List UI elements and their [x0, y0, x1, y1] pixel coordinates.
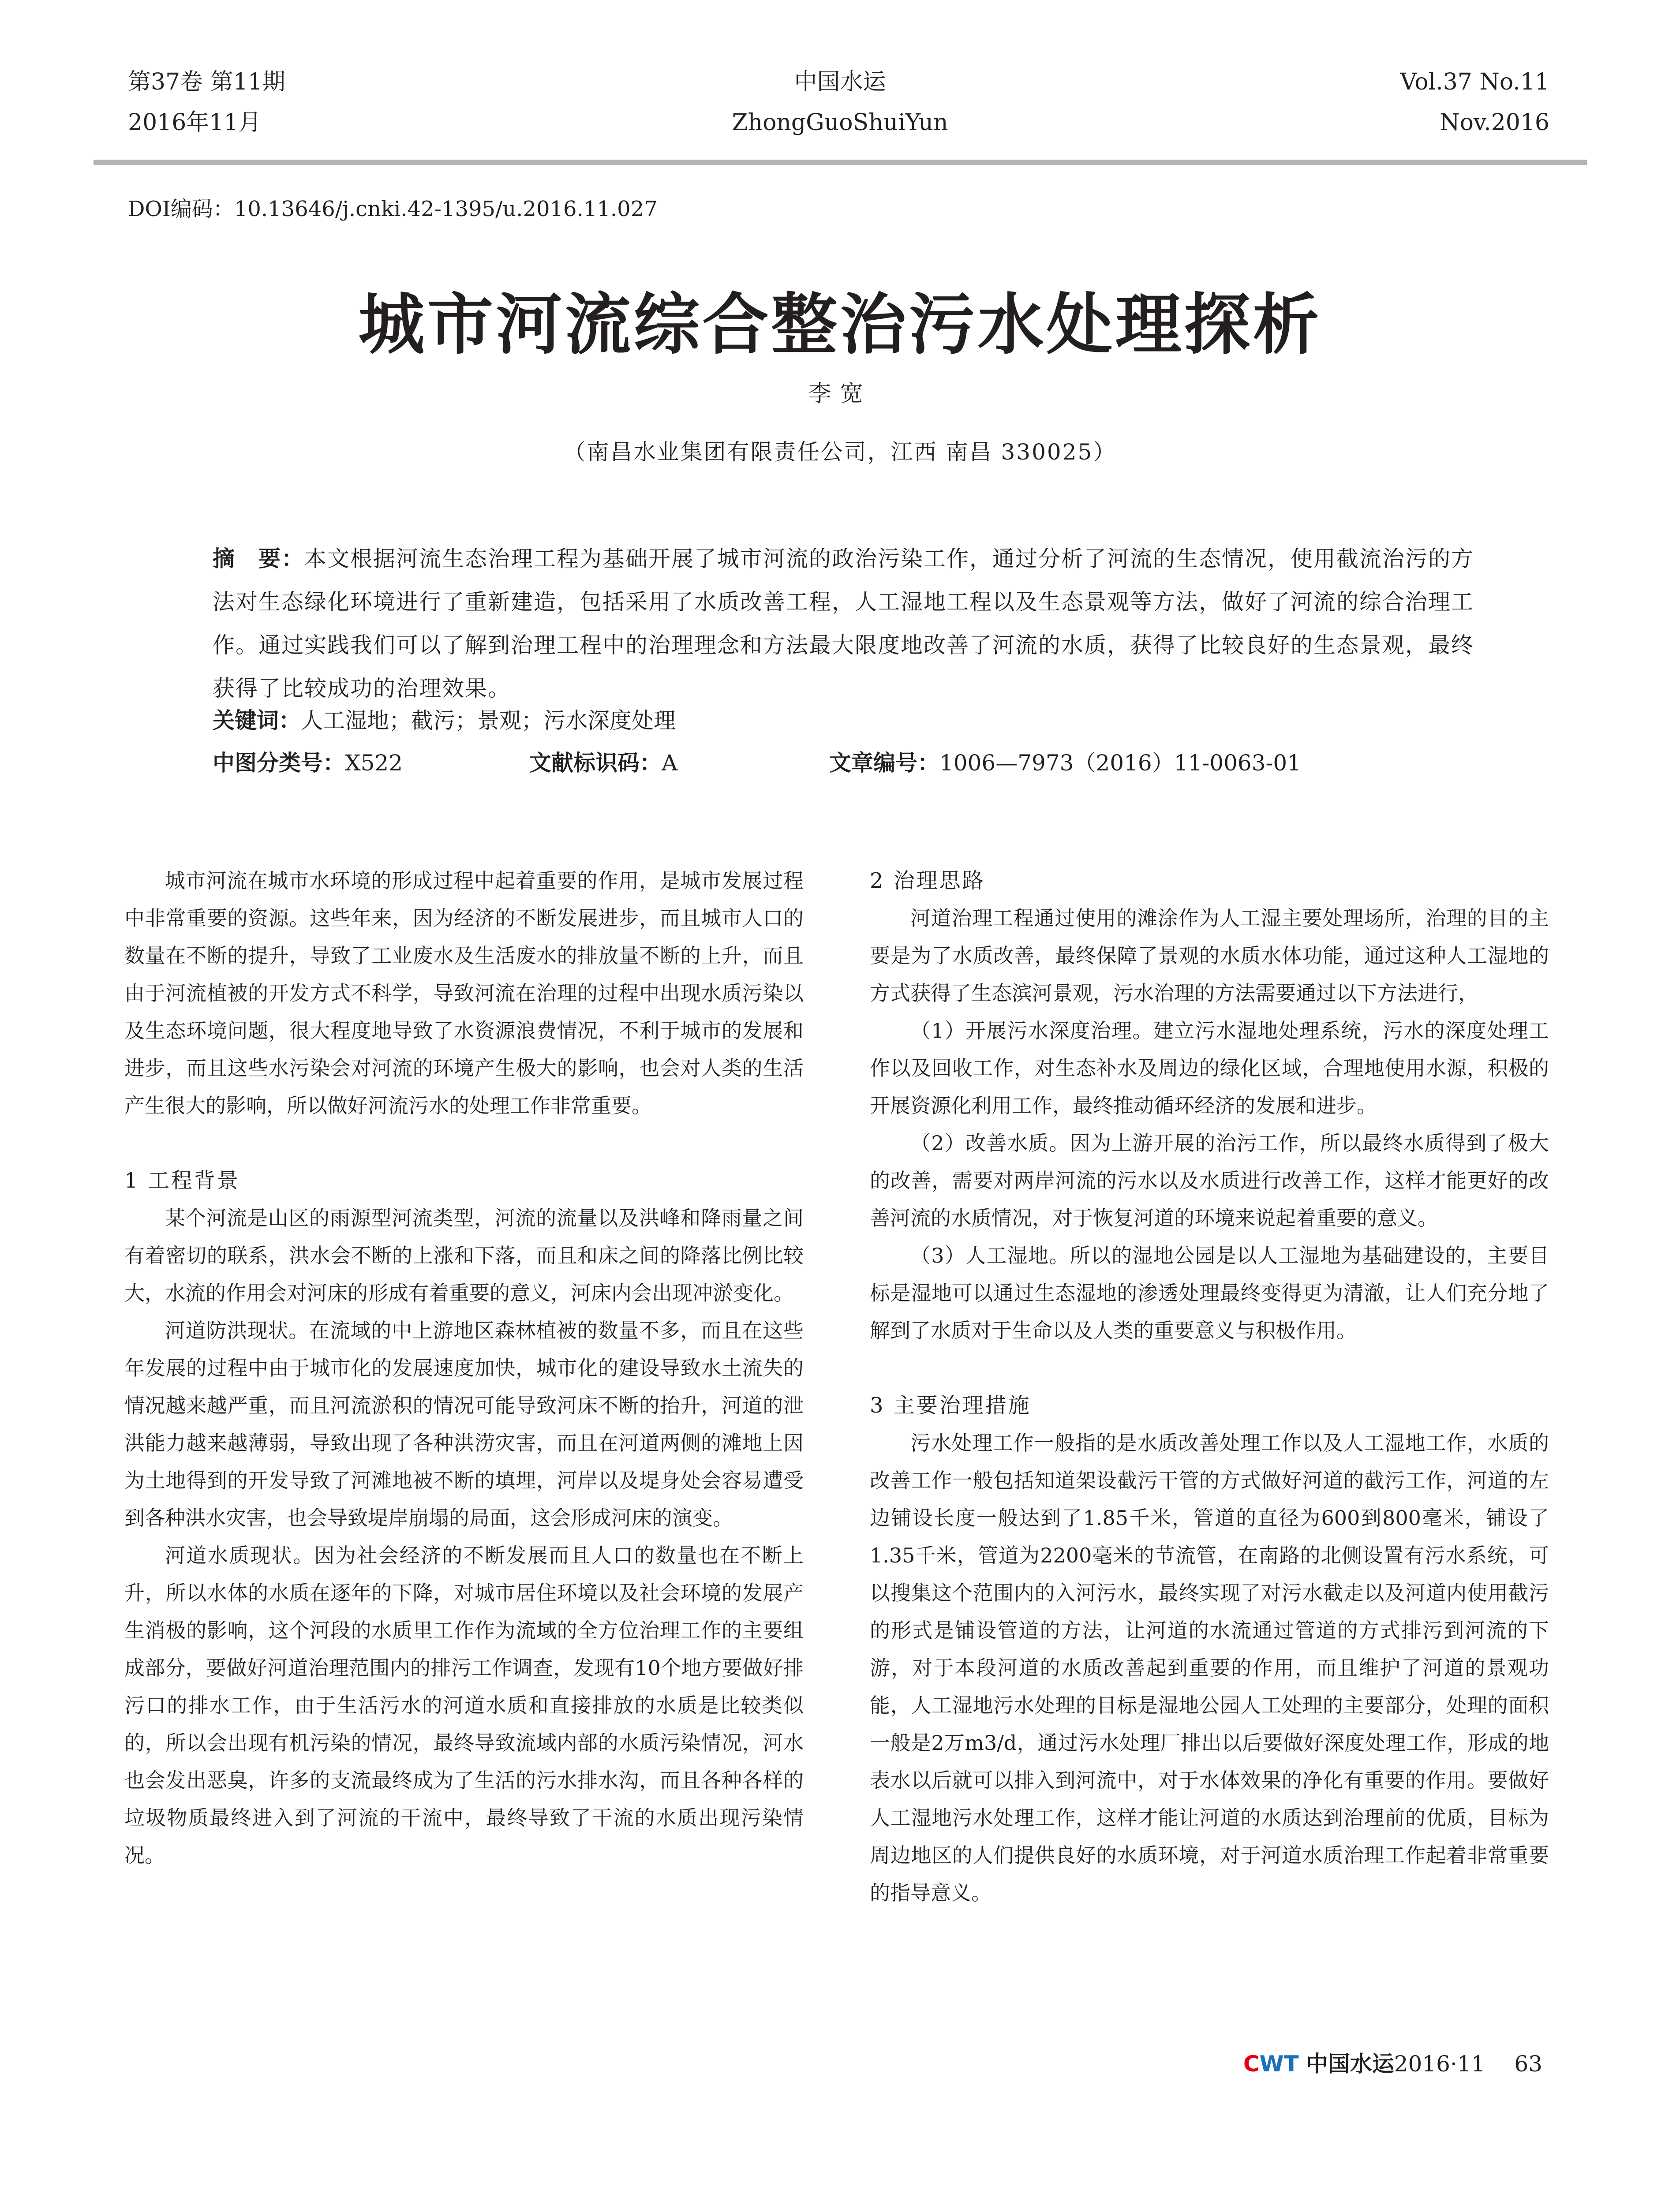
abstract-label: 摘 要： [213, 546, 304, 572]
cwt-logo-c: C [1243, 2051, 1260, 2077]
header-volume: 第37卷 第11期 [128, 69, 285, 95]
section-3-paragraph-1: 污水处理工作一般指的是水质改善处理工作以及人工湿地工作，水质的改善工作一般包括知道架设截污干管的方式做好河道的截污工作，河道的左边铺设长度一般达到了1.85千米，管道的直径为600到800毫米，铺设了1.35千米，管道为2200毫米的节流管，在南路的北侧设置有污水系统，可以搜集这个范围内的入河污水，最终实现了对污水截走以及河道内使用截污的形式是铺设管道的方法，让河道的水流通过管道的方式排污到河流的下游，对于本段河道的水质改善起到重要的作用，而且维护了河道的景观功能，人工湿地污水处理的目标是湿地公园人工处理的主要部分，处理的面积一般是2万m3/d，通过污水处理厂排出以后要做好深度处理工作，形成的地表水以后就可以排入到河流中，对于水体效果的净化有重要的作用。要做好人工湿地污水处理工作，这样才能让河道的水质达到治理前的优质，目标为周边地区的人们提供良好的水质环境，对于河道水质治理工作起着非常重要的指导意义。 [870, 1431, 1549, 1905]
keywords [213, 703, 676, 735]
page-footer [1243, 2046, 1542, 2078]
cwt-logo-wt: WT [1259, 2051, 1299, 2077]
footer-journal: 中国水运 [1306, 2051, 1394, 2077]
document-code-value: A [662, 750, 678, 776]
header-rule [94, 160, 1587, 165]
article-number-label: 文章编号： [829, 750, 939, 776]
header-journal-name: 中国水运 [794, 69, 886, 95]
article-number-value: 1006—7973（2016）11-0063-01 [939, 750, 1302, 776]
article-number [829, 745, 1301, 777]
classification [213, 745, 403, 777]
footer-issue: 2016·11 [1394, 2051, 1485, 2077]
section-2-paragraph-4: （3）人工湿地。所以的湿地公园是以人工湿地为基础建设的，主要目标是湿地可以通过生态湿地的渗透处理最终变得更为清澈，让人们充分地了解到了水质对于生命以及人类的重要意义与积极作用。 [870, 1244, 1549, 1342]
section-1-heading: 1 工程背景 [124, 1168, 240, 1193]
doi: DOI编码：10.13646/j.cnki.42-1395/u.2016.11.027 [128, 197, 658, 221]
section-2-paragraph-3: （2）改善水质。因为上游开展的治污工作，所以最终水质得到了极大的改善，需要对两岸河流的污水以及水质进行改善工作，这样才能更好的改善河流的水质情况，对于恢复河道的环境来说起着重要的意义。 [870, 1131, 1549, 1230]
keywords-label: 关键词： [213, 708, 301, 733]
classification-label: 中图分类号： [213, 750, 345, 776]
classification-value: X522 [345, 750, 403, 776]
keywords-text: 人工湿地；截污；景观；污水深度处理 [301, 708, 676, 733]
affiliation: （南昌水业集团有限责任公司，江西 南昌 330025） [563, 439, 1117, 465]
abstract-text: 本文根据河流生态治理工程为基础开展了城市河流的政治污染工作，通过分析了河流的生态情况，使用截流治污的方法对生态绿化环境进行了重新建造，包括采用了水质改善工程，人工湿地工程以及生态景观等方法，做好了河流的综合治理工作。通过实践我们可以了解到治理工程中的治理理念和方法最大限度地改善了河流的水质，获得了比较良好的生态景观，最终获得了比较成功的治理效果。 [213, 546, 1474, 701]
header-journal-pinyin: ZhongGuoShuiYun [732, 109, 948, 136]
header-volume-en: Vol.37 No.11 [1400, 69, 1549, 95]
page-number: 63 [1514, 2051, 1542, 2077]
section-1-paragraph-1: 某个河流是山区的雨源型河流类型，河流的流量以及洪峰和降雨量之间有着密切的联系，洪水会不断的上涨和下落，而且和床之间的降落比例比较大，水流的作用会对河床的形成有着重要的意义，河床内会出现冲淤变化。 [124, 1206, 804, 1305]
section-1-paragraph-2: 河道防洪现状。在流域的中上游地区森林植被的数量不多，而且在这些年发展的过程中由于城市化的发展速度加快，城市化的建设导致水土流失的情况越来越严重，而且河流淤积的情况可能导致河床不断的抬升，河道的泄洪能力越来越薄弱，导致出现了各种洪涝灾害，而且在河道两侧的滩地上因为土地得到的开发导致了河滩地被不断的填埋，河岸以及堤身处会容易遭受到各种洪水灾害，也会导致堤岸崩塌的局面，这会形成河床的演变。 [124, 1319, 804, 1530]
left-column [124, 862, 804, 1874]
document-code-label: 文献标识码： [529, 750, 662, 776]
document-code [529, 745, 677, 777]
abstract [213, 537, 1474, 710]
section-1-paragraph-3: 河道水质现状。因为社会经济的不断发展而且人口的数量也在不断上升，所以水体的水质在逐年的下降，对城市居住环境以及社会环境的发展产生消极的影响，这个河段的水质里工作作为流域的全方位治理工作的主要组成部分，要做好河道治理范围内的排污工作调查，发现有10个地方要做好排污口的排水工作，由于生活污水的河道水质和直接排放的水质是比较类似的，所以会出现有机污染的情况，最终导致流域内部的水质污染情况，河水也会发出恶臭，许多的支流最终成为了生活的污水排水沟，而且各种各样的垃圾物质最终进入到了河流的干流中，最终导致了干流的水质出现污染情况。 [124, 1544, 804, 1867]
section-2-paragraph-1: 河道治理工程通过使用的滩涂作为人工湿主要处理场所，治理的目的主要是为了水质改善，最终保障了景观的水质水体功能，通过这种人工湿地的方式获得了生态滨河景观，污水治理的方法需要通过以下方法进行， [870, 906, 1549, 1005]
header-date-en: Nov.2016 [1440, 109, 1549, 136]
right-column [870, 862, 1549, 1912]
section-3-heading: 3 主要治理措施 [870, 1393, 1031, 1418]
author: 李宽 [808, 381, 872, 407]
article-title: 城市河流综合整治污水处理探析 [358, 286, 1322, 363]
header-date: 2016年11月 [128, 109, 262, 136]
section-2-paragraph-2: （1）开展污水深度治理。建立污水湿地处理系统，污水的深度处理工作以及回收工作，对生态补水及周边的绿化区域，合理地使用水源，积极的开展资源化利用工作，最终推动循环经济的发展和进步。 [870, 1019, 1549, 1117]
section-2-heading: 2 治理思路 [870, 868, 985, 893]
intro-paragraph: 城市河流在城市水环境的形成过程中起着重要的作用，是城市发展过程中非常重要的资源。这些年来，因为经济的不断发展进步，而且城市人口的数量在不断的提升，导致了工业废水及生活废水的排放量不断的上升，而且由于河流植被的开发方式不科学，导致河流在治理的过程中出现水质污染以及生态环境问题，很大程度地导致了水资源浪费情况，不利于城市的发展和进步，而且这些水污染会对河流的环境产生极大的影响，也会对人类的生活产生很大的影响，所以做好河流污水的处理工作非常重要。 [124, 869, 804, 1117]
